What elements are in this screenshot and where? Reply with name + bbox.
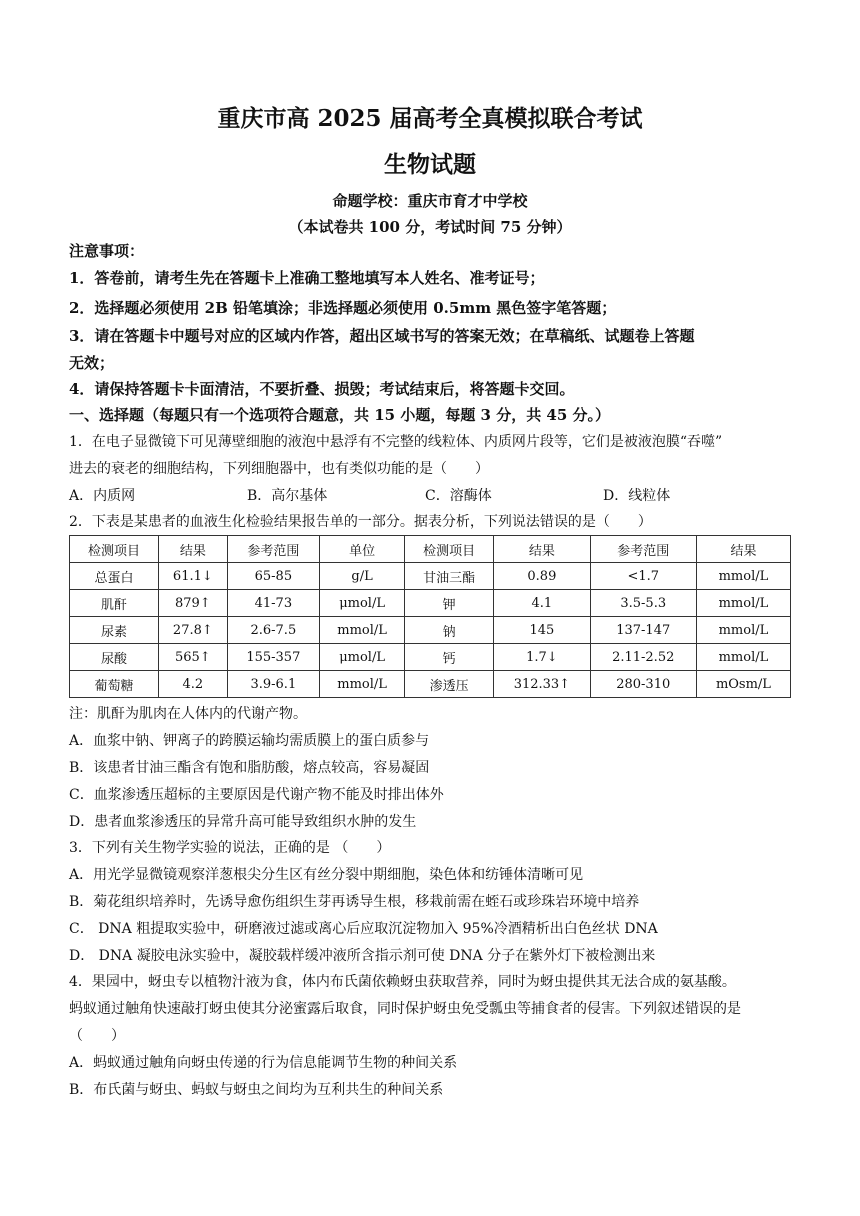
question-2-option-c: C．血浆渗透压超标的主要原因是代谢产物不能及时排出体外 <box>69 787 444 803</box>
notice-item: 无效； <box>69 354 115 372</box>
table-cell: 155-357 <box>227 644 319 671</box>
table-cell: mmol/L <box>320 671 405 698</box>
exam-info: （本试卷共 100 分，考试时间 75 分钟） <box>288 218 572 236</box>
question-3-option-a: A．用光学显微镜观察洋葱根尖分生区有丝分裂中期细胞，染色体和纺锤体清晰可见 <box>69 867 584 883</box>
table-cell: mmol/L <box>696 617 790 644</box>
table-cell: μmol/L <box>320 590 405 617</box>
table-cell: 3.9-6.1 <box>227 671 319 698</box>
table-cell: 879↑ <box>159 590 228 617</box>
table-cell: 137-147 <box>590 617 696 644</box>
table-cell: 0.89 <box>494 563 590 590</box>
table-cell: 565↑ <box>159 644 228 671</box>
question-1-stem: 1．在电子显微镜下可见薄壁细胞的液泡中悬浮有不完整的线粒体、内质网片段等，它们是被液泡膜“吞噬” <box>69 434 723 450</box>
notice-item: 4．请保持答题卡卡面清洁，不要折叠、损毁；考试结束后，将答题卡交回。 <box>69 380 575 398</box>
question-3-option-b: B．菊花组织培养时，先诱导愈伤组织生芽再诱导生根，移栽前需在蛭石或珍珠岩环境中培养 <box>69 894 640 910</box>
notice-heading: 注意事项： <box>69 242 145 260</box>
table-header-cell: 结果 <box>696 536 790 563</box>
table-header-cell: 参考范围 <box>227 536 319 563</box>
question-2-stem: 2．下表是某患者的血液生化检验结果报告单的一部分。据表分析，下列说法错误的是（ ） <box>69 514 652 530</box>
notice-item: 1．答卷前，请考生先在答题卡上准确工整地填写本人姓名、准考证号； <box>69 269 545 287</box>
table-cell: 61.1↓ <box>159 563 228 590</box>
table-cell: 145 <box>494 617 590 644</box>
option-c: C．溶酶体 <box>425 488 492 504</box>
table-cell: 葡萄糖 <box>70 671 159 698</box>
table-row <box>70 563 791 590</box>
table-cell: 甘油三酯 <box>405 563 494 590</box>
option-b: B．高尔基体 <box>247 488 328 504</box>
question-2-option-b: B．该患者甘油三酯含有饱和脂肪酸，熔点较高，容易凝固 <box>69 760 430 776</box>
question-4-stem: 4．果园中，蚜虫专以植物汁液为食，体内布氏菌依赖蚜虫获取营养，同时为蚜虫提供其无法合成的氨基酸。 <box>69 974 736 990</box>
table-cell: 65-85 <box>227 563 319 590</box>
question-3-option-c: C． DNA 粗提取实验中，研磨液过滤或离心后应取沉淀物加入 95%冷酒精析出白色丝状 DNA <box>69 921 658 937</box>
table-cell: 4.1 <box>494 590 590 617</box>
table-cell: 肌酐 <box>70 590 159 617</box>
question-1-stem-cont: 进去的衰老的细胞结构，下列细胞器中，也有类似功能的是（ ） <box>69 461 489 477</box>
table-cell: μmol/L <box>320 644 405 671</box>
table-cell: 41-73 <box>227 590 319 617</box>
option-a: A．内质网 <box>69 488 136 504</box>
table-cell: 总蛋白 <box>70 563 159 590</box>
table-row <box>70 617 791 644</box>
table-cell: 尿酸 <box>70 644 159 671</box>
table-cell: 1.7↓ <box>494 644 590 671</box>
table-cell: 280-310 <box>590 671 696 698</box>
table-cell: 2.11-2.52 <box>590 644 696 671</box>
table-note: 注：肌酐为肌肉在人体内的代谢产物。 <box>69 706 307 722</box>
question-3-stem: 3．下列有关生物学实验的说法，正确的是 （ ） <box>69 840 391 856</box>
table-cell: 渗透压 <box>405 671 494 698</box>
table-cell: 钠 <box>405 617 494 644</box>
table-header-cell: 检测项目 <box>405 536 494 563</box>
table-header-cell: 结果 <box>159 536 228 563</box>
question-4-option-b: B．布氏菌与蚜虫、蚂蚁与蚜虫之间均为互利共生的种间关系 <box>69 1082 444 1098</box>
setting-school: 命题学校：重庆市育才中学校 <box>332 192 528 210</box>
notice-item: 2．选择题必须使用 2B 铅笔填涂；非选择题必须使用 0.5mm 黑色签字笔答题； <box>69 299 617 317</box>
table-cell: 3.5-5.3 <box>590 590 696 617</box>
table-header-cell: 结果 <box>494 536 590 563</box>
question-2-option-d: D．患者血浆渗透压的异常升高可能导致组织水肿的发生 <box>69 814 417 830</box>
question-3-option-d: D． DNA 凝胶电泳实验中，凝胶载样缓冲液所含指示剂可使 DNA 分子在紫外灯下被检测出来 <box>69 948 656 964</box>
table-header-row <box>70 536 791 563</box>
question-4-bracket: （ ） <box>69 1028 125 1044</box>
table-cell: 2.6-7.5 <box>227 617 319 644</box>
table-cell: g/L <box>320 563 405 590</box>
question-4-stem-cont: 蚂蚁通过触角快速敲打蚜虫使其分泌蜜露后取食，同时保护蚜虫免受瓢虫等捕食者的侵害。下列叙述错误的是 <box>69 1001 741 1017</box>
question-1-options <box>69 486 800 506</box>
table-cell: mmol/L <box>696 563 790 590</box>
table-cell: mmol/L <box>696 590 790 617</box>
section-heading: 一、选择题（每题只有一个选项符合题意，共 15 小题，每题 3 分，共 45 分。） <box>69 406 611 424</box>
table-row <box>70 671 791 698</box>
table-cell: 4.2 <box>159 671 228 698</box>
table-row <box>70 590 791 617</box>
table-header-cell: 单位 <box>320 536 405 563</box>
table-row <box>70 644 791 671</box>
table-header-cell: 参考范围 <box>590 536 696 563</box>
table-cell: mmol/L <box>320 617 405 644</box>
table-cell: mOsm/L <box>696 671 790 698</box>
exam-subject: 生物试题 <box>384 151 476 178</box>
table-cell: 尿素 <box>70 617 159 644</box>
table-header-cell: 检测项目 <box>70 536 159 563</box>
table-cell: 钙 <box>405 644 494 671</box>
option-d: D．线粒体 <box>603 488 671 504</box>
table-cell: 27.8↑ <box>159 617 228 644</box>
question-2-option-a: A．血浆中钠、钾离子的跨膜运输均需质膜上的蛋白质参与 <box>69 733 430 749</box>
notice-item: 3．请在答题卡中题号对应的区域内作答，超出区域书写的答案无效；在草稿纸、试题卷上答题 <box>69 327 695 345</box>
table-cell: <1.7 <box>590 563 696 590</box>
table-cell: mmol/L <box>696 644 790 671</box>
exam-title: 重庆市高 2025 届高考全真模拟联合考试 <box>217 105 643 132</box>
table-cell: 312.33↑ <box>494 671 590 698</box>
question-4-option-a: A．蚂蚁通过触角向蚜虫传递的行为信息能调节生物的种间关系 <box>69 1055 458 1071</box>
lab-result-table <box>69 535 791 698</box>
table-cell: 钾 <box>405 590 494 617</box>
